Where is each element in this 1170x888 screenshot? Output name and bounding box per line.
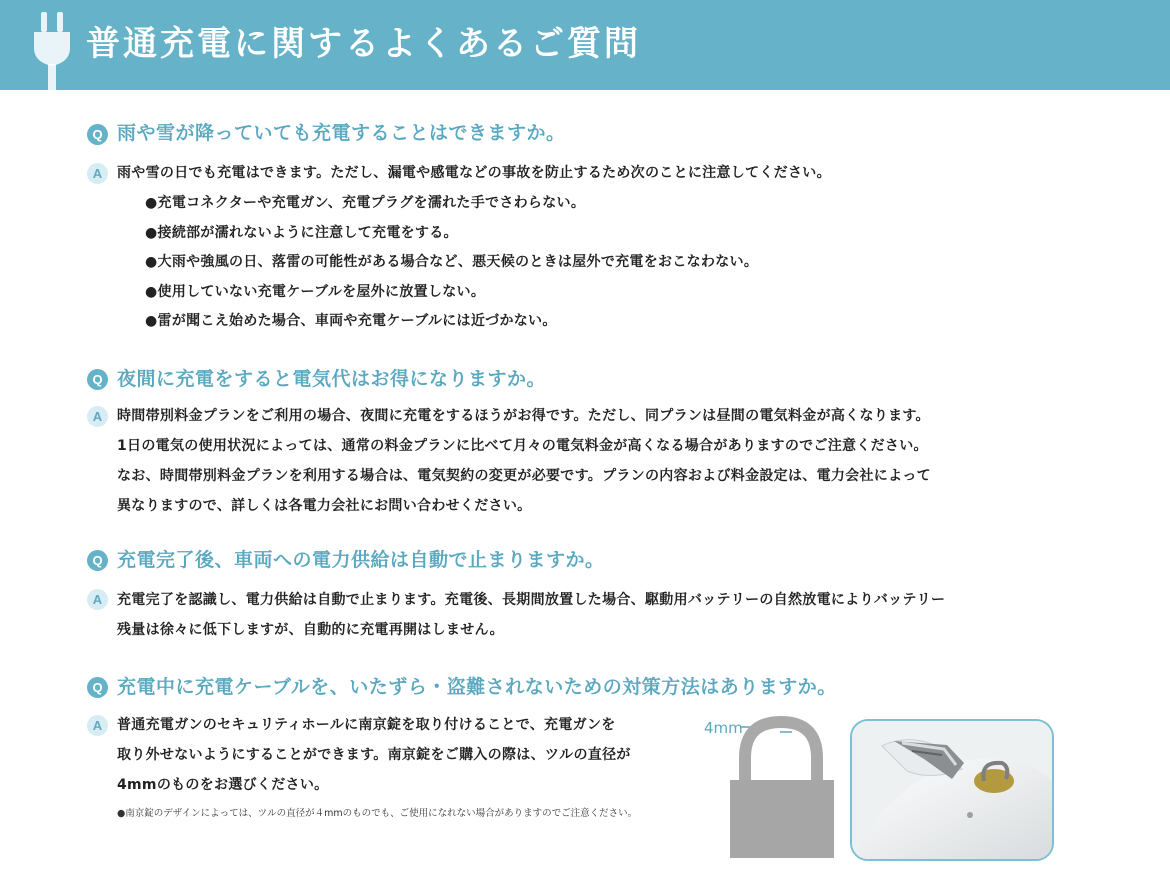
question-badge: Q	[87, 677, 108, 698]
answer-line: 残量は徐々に低下しますが、自動的に充電再開はしません。	[117, 622, 504, 638]
answer-badge: A	[87, 163, 108, 184]
answer-badge: A	[87, 589, 108, 610]
padlock-icon	[700, 710, 840, 870]
answer-line: 時間帯別料金プランをご利用の場合、夜間に充電をするほうがお得です。ただし、同プランは昼間の電気料金が高くなります。	[117, 408, 930, 424]
padlock-note: ●南京錠のデザインによっては、ツルの直径が４mmのものでも、ご使用になれない場合がありますのでご注意ください。	[117, 808, 638, 819]
question-1: 雨や雪が降っていても充電することはできますか。	[117, 122, 566, 144]
answer-line: 取り外せないようにすることができます。南京錠をご購入の際は、ツルの直径が	[117, 747, 631, 763]
bullet-item: ●使用していない充電ケーブルを屋外に放置しない。	[145, 283, 486, 300]
answer-badge: A	[87, 406, 108, 427]
answer-2	[117, 401, 931, 521]
question-badge: Q	[87, 550, 108, 571]
answer-badge: A	[87, 715, 108, 736]
page-header	[0, 0, 1170, 90]
answer-line: 4mmのものをお選びください。	[117, 777, 329, 793]
answer-line: 充電完了を認識し、電力供給は自動で止まります。充電後、長期間放置した場合、駆動用バッテリーの自然放電によりバッテリー	[117, 592, 946, 608]
bullet-item: ●充電コネクターや充電ガン、充電プラグを濡れた手でさわらない。	[145, 195, 586, 211]
plug-icon	[30, 10, 74, 90]
answer-line: なお、時間帯別料金プランを利用する場合は、電気契約の変更が必要です。プランの内容および料金設定は、電力会社によって	[117, 468, 931, 484]
question-3: 充電完了後、車両への電力供給は自動で止まりますか。	[117, 549, 605, 571]
question-4: 充電中に充電ケーブルを、いたずら・盗難されないための対策方法はありますか。	[117, 676, 837, 698]
answer-1	[117, 159, 831, 189]
answer-4	[117, 710, 631, 800]
answer-3	[117, 585, 945, 645]
question-2: 夜間に充電をすると電気代はお得になりますか。	[117, 368, 547, 390]
bullet-item: ●大雨や強風の日、落雷の可能性がある場合など、悪天候のときは屋外で充電をおこなわない。	[145, 254, 759, 271]
bullet-item: ●接続部が濡れないように注意して充電をする。	[145, 224, 458, 241]
page-title: 普通充電に関するよくあるご質問	[86, 24, 641, 64]
bullet-item: ●雷が聞こえ始めた場合、車両や充電ケーブルには近づかない。	[145, 313, 557, 330]
answer-line: 雨や雪の日でも充電はできます。ただし、漏電や感電などの事故を防止するため次のことに注意してください。	[117, 165, 831, 181]
charging-gun-photo	[850, 719, 1054, 861]
charging-gun-icon	[852, 721, 1052, 859]
answer-1-bullets	[145, 189, 758, 337]
answer-line: 異なりますので、詳しくは各電力会社にお問い合わせください。	[117, 498, 532, 514]
shackle-diameter-label: 4mm	[704, 719, 743, 737]
answer-line: 1日の電気の使用状況によっては、通常の料金プランに比べて月々の電気料金が高くなる場合がありますのでご注意ください。	[117, 438, 928, 454]
question-badge: Q	[87, 124, 108, 145]
question-badge: Q	[87, 369, 108, 390]
answer-line: 普通充電ガンのセキュリティホールに南京錠を取り付けることで、充電ガンを	[117, 717, 616, 733]
